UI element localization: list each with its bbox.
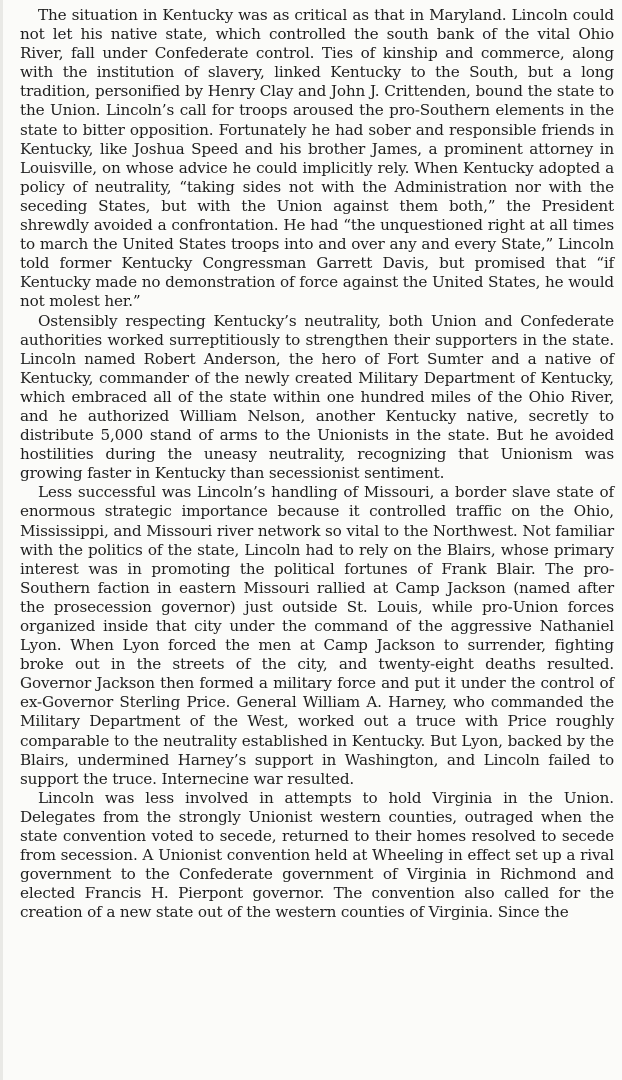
paragraph-virginia: Lincoln was less involved in attempts to hold Virginia in the Union. Delegates from the strongly Unionist western counties, outraged when the state convention voted to secede, returned to their homes resolved to secede from secession. A Unionist convention held at Wheeling in effect set up a rival government to the Confederate government of Virginia in Richmond and elected Francis H. Pierpont governor. The convention also called for the creation of a new state out of the western counties of Virginia. Since the (20, 788, 614, 922)
paragraph-neutrality: Ostensibly respecting Kentucky’s neutrality, both Union and Confederate authorities worked surreptitiously to strengthen their supporters in the state. Lincoln named Robert Anderson, the hero of Fort Sumter and a native of Kentucky, commander of the newly created Military Department of Kentucky, which embraced all of the state within one hundred miles of the Ohio River, and he authorized William Nelson, another Kentucky native, secretly to distribute 5,000 stand of arms to the Unionists in the state. But he avoided hostilities during the uneasy neutrality, recognizing that Unionism was growing faster in Kentucky than secessionist sentiment. (20, 311, 614, 483)
body-text (20, 6, 614, 923)
paragraph-kentucky: The situation in Kentucky was as critical as that in Maryland. Lincoln could not let his native state, which controlled the south bank of the vital Ohio River, fall under Confederate control. Ties of kinship and commerce, along with the institution of slavery, linked Kentucky to the South, but a long tradition, personified by Henry Clay and John J. Crittenden, bound the state to the Union. Lincoln’s call for troops aroused the pro-Southern elements in the state to bitter opposition. Fortunately he had sober and responsible friends in Kentucky, like Joshua Speed and his brother James, a prominent attorney in Louisville, on whose advice he could implicitly rely. When Kentucky adopted a policy of neutrality, “taking sides not with the Administration nor with the seceding States, but with the Union against them both,” the President shrewdly avoided a confrontation. He had “the unquestioned right at all times to march the United States troops into and over any and every State,” Lincoln told former Kentucky Congressman Garrett Davis, but promised that “if Kentucky made no demonstration of force against the United States, he would not molest her.” (20, 6, 614, 311)
paragraph-missouri: Less successful was Lincoln’s handling of Missouri, a border slave state of enormous strategic importance because it controlled traffic on the Ohio, Mississippi, and Missouri river network so vital to the Northwest. Not familiar with the politics of the state, Lincoln had to rely on the Blairs, whose primary interest was in promoting the political fortunes of Frank Blair. The pro-Southern faction in eastern Missouri rallied at Camp Jackson (named after the prosecession governor) just outside St. Louis, while pro-Union forces organized inside that city under the command of the aggressive Nathaniel Lyon. When Lyon forced the men at Camp Jackson to surrender, fighting broke out in the streets of the city, and twenty-eight deaths resulted. Governor Jackson then formed a military force and put it under the control of ex-Governor Sterling Price. General William A. Harney, who commanded the Military Department of the West, worked out a truce with Price roughly comparable to the neutrality established in Kentucky. But Lyon, backed by the Blairs, undermined Harney’s support in Washington, and Lincoln failed to support the truce. Internecine war resulted. (20, 483, 614, 788)
